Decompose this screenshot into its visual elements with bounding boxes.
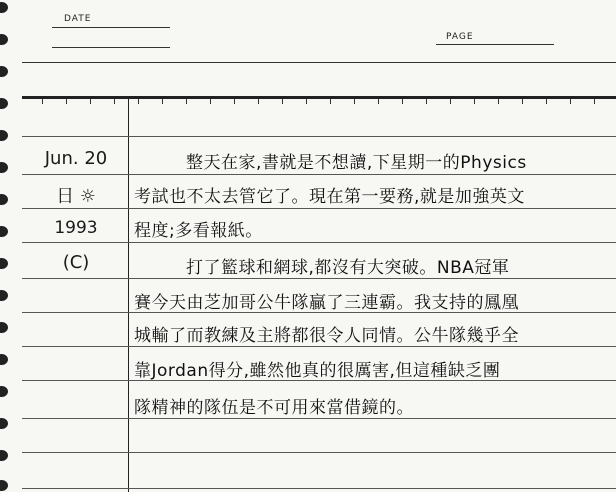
binder-holes — [0, 0, 14, 492]
margin-note: (C) — [62, 252, 90, 273]
ruler-ticks — [22, 99, 616, 104]
binder-hole — [0, 98, 8, 109]
margin-date: Jun. 20 — [44, 148, 108, 169]
entry-line-7: 靠Jordan得分,雖然他真的很厲害,但這種缺乏團 — [134, 361, 501, 381]
entry-line-2: 考試也不太去管它了。現在第一要務,就是加強英文 — [134, 187, 525, 207]
binder-hole — [0, 66, 8, 77]
date-label: DATE — [64, 14, 92, 24]
binder-hole — [0, 226, 8, 237]
binder-hole — [0, 450, 8, 461]
ruled-line — [22, 488, 616, 489]
binder-hole — [0, 194, 8, 205]
date-line — [52, 27, 170, 28]
entry-line-6: 城輸了而教練及主將都很令人同情。公牛隊幾乎全 — [134, 326, 519, 346]
margin-weekday: 日 ☼ — [56, 186, 96, 207]
ruled-line — [22, 136, 616, 137]
binder-hole — [0, 418, 8, 429]
ruled-line — [22, 242, 616, 243]
ruled-line — [22, 418, 616, 419]
binder-hole — [0, 130, 8, 141]
ruled-line — [22, 452, 616, 453]
entry-line-8: 隊精神的隊伍是不可用來當借鏡的。 — [134, 398, 414, 418]
ruled-line — [22, 278, 616, 279]
entry-line-4: 打了籃球和網球,都沒有大突破。NBA冠軍 — [186, 258, 510, 278]
binder-hole — [0, 480, 8, 491]
date-line-2 — [52, 47, 170, 48]
binder-hole — [0, 2, 8, 13]
header-rule — [22, 62, 616, 63]
binder-hole — [0, 322, 8, 333]
margin-year: 1993 — [54, 218, 98, 238]
binder-hole — [0, 34, 8, 45]
ruled-line — [22, 346, 616, 347]
entry-line-3: 程度;多看報紙。 — [134, 221, 263, 241]
ruled-line — [22, 208, 616, 209]
binder-hole — [0, 290, 8, 301]
entry-line-5: 賽今天由芝加哥公牛隊贏了三連霸。我支持的鳳凰 — [134, 293, 519, 313]
page-line — [436, 44, 554, 45]
binder-hole — [0, 258, 8, 269]
entry-line-1: 整天在家,書就是不想讀,下星期一的Physics — [186, 153, 527, 173]
page-label: PAGE — [446, 32, 474, 42]
binder-hole — [0, 162, 8, 173]
binder-hole — [0, 386, 8, 397]
ruled-line — [22, 174, 616, 175]
binder-hole — [0, 354, 8, 365]
margin-line — [128, 96, 129, 492]
